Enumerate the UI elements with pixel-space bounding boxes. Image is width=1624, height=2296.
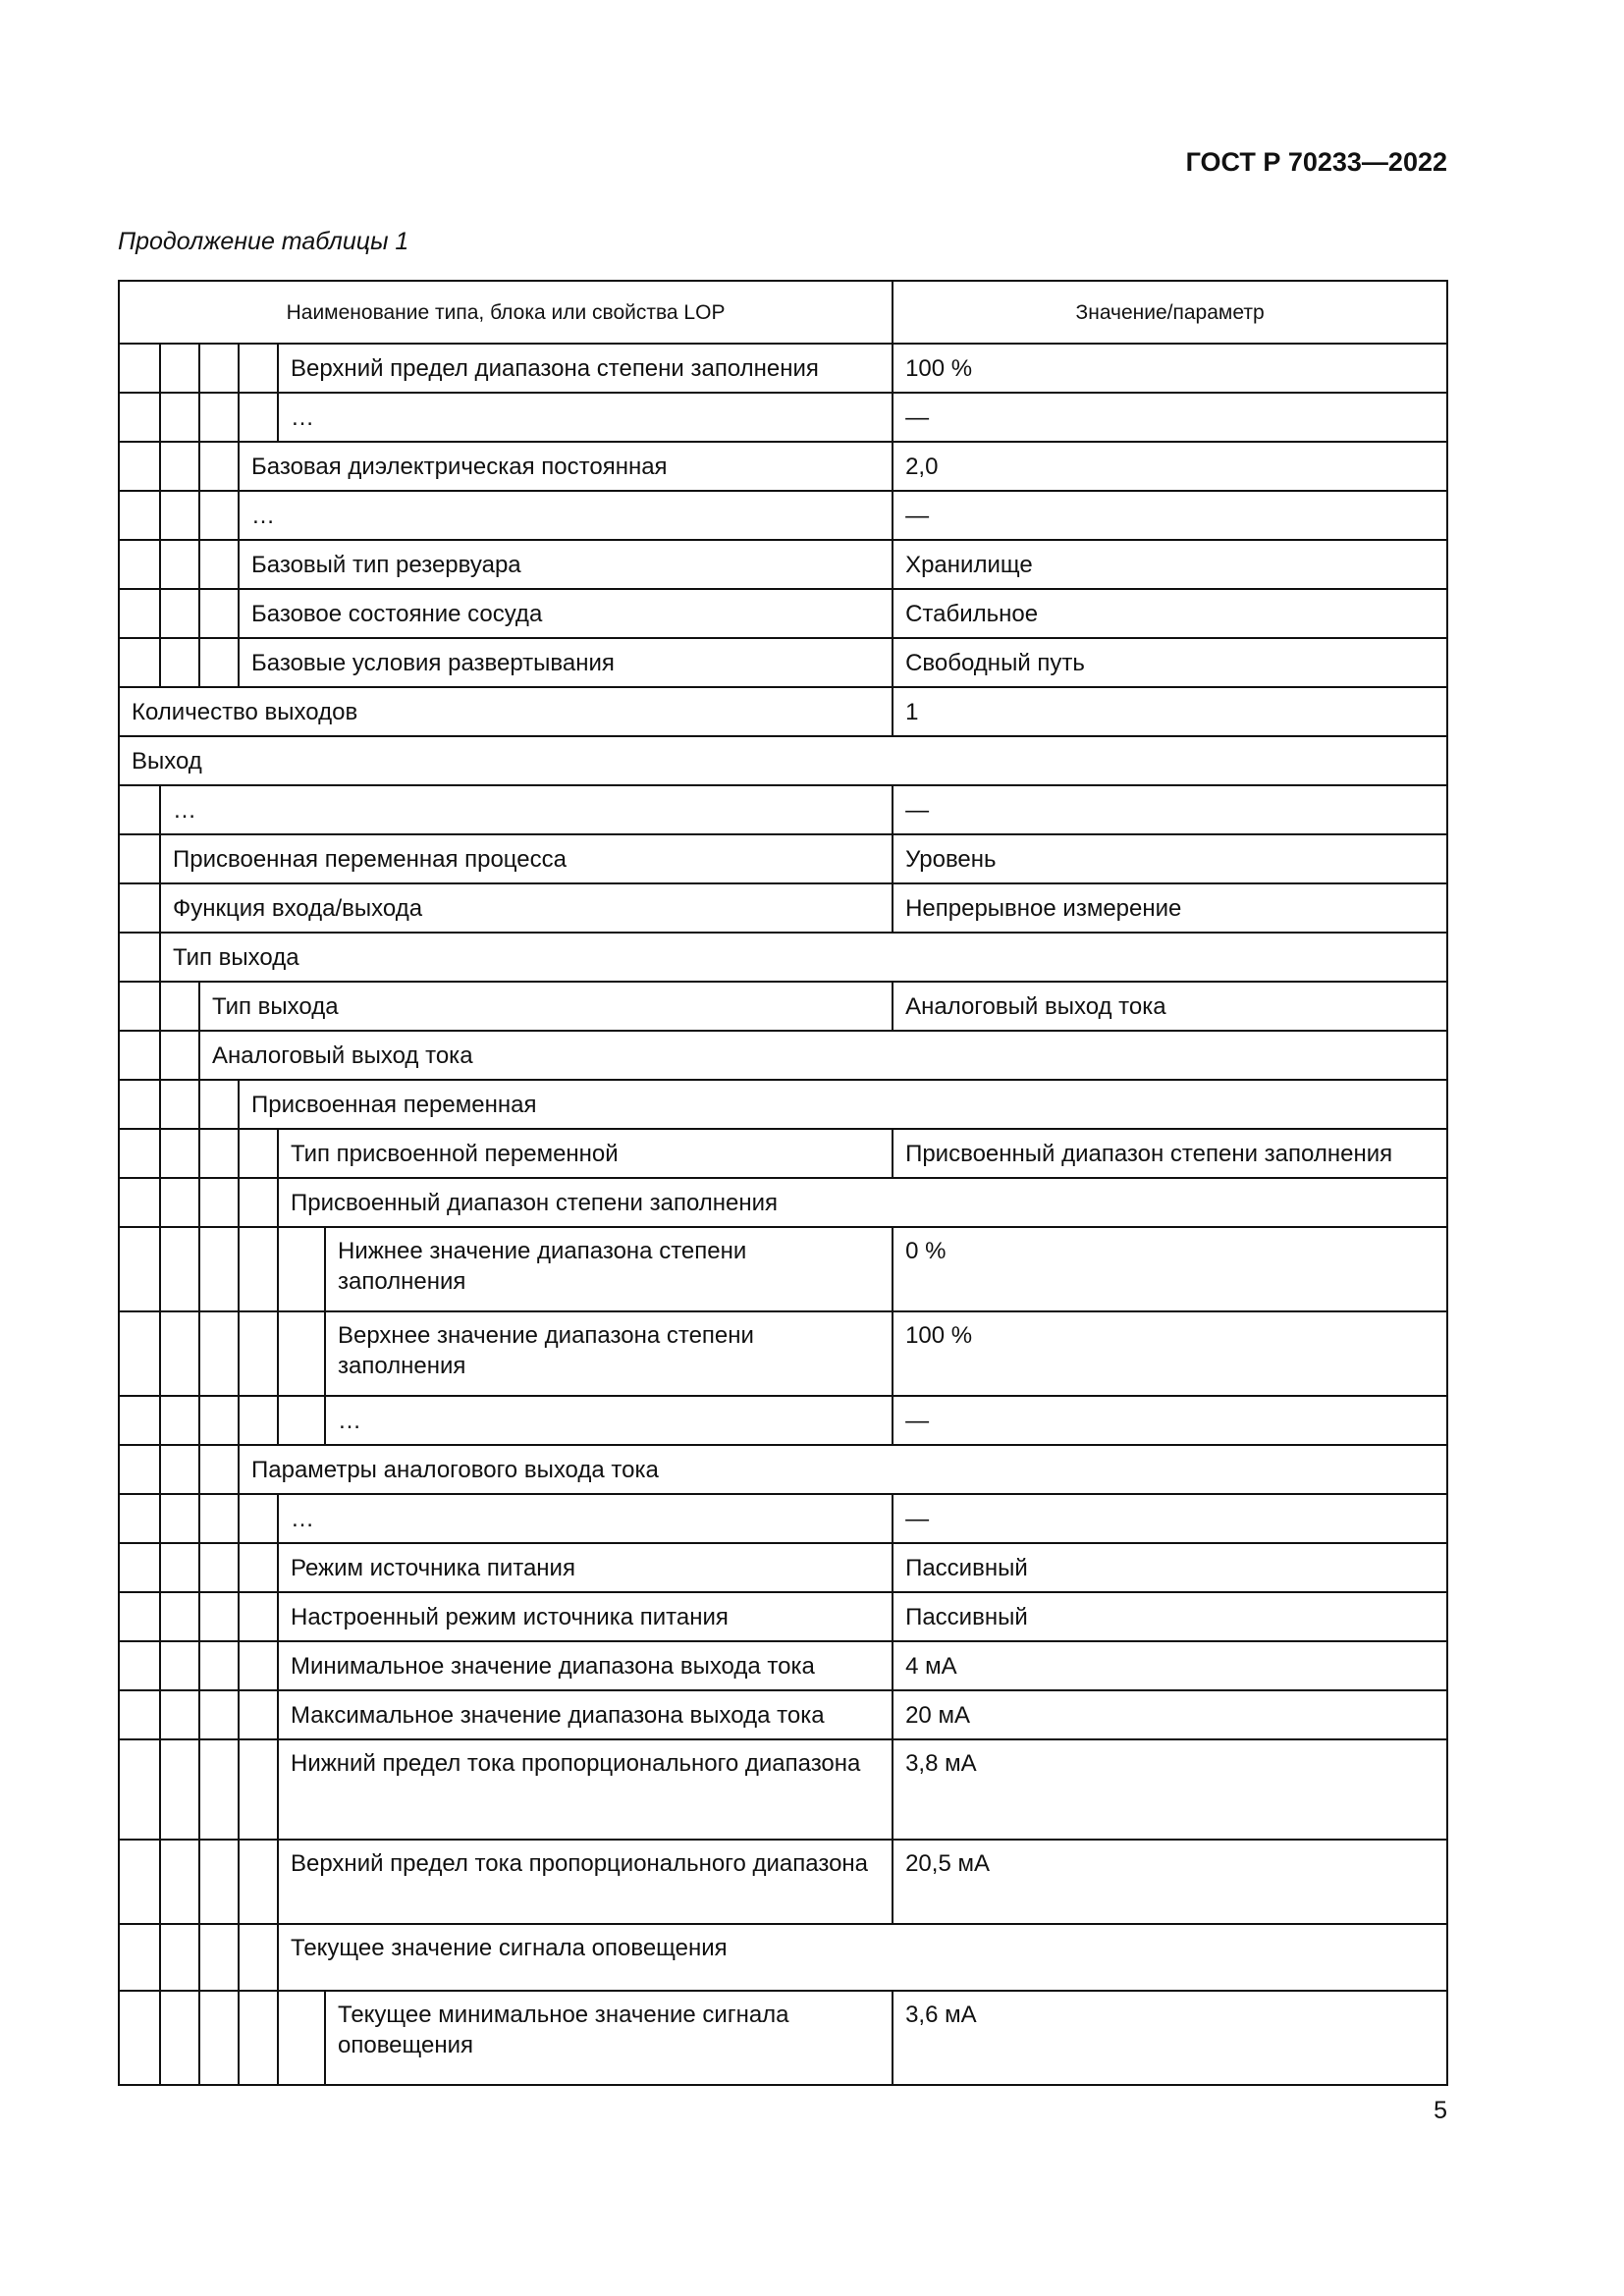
table-header-row: [119, 281, 1447, 344]
indent-cell: [199, 540, 239, 589]
property-name: Тип присвоенной переменной: [278, 1129, 893, 1178]
indent-cell: [199, 1924, 239, 1991]
table-section-row: [119, 1178, 1447, 1227]
indent-cell: [160, 638, 199, 687]
table-row: [119, 1311, 1447, 1396]
table-row: [119, 1690, 1447, 1739]
section-name: Текущее значение сигнала оповещения: [278, 1924, 1447, 1991]
indent-cell: [239, 1641, 278, 1690]
indent-cell: [119, 1129, 160, 1178]
indent-cell: [119, 1641, 160, 1690]
property-name: Тип выхода: [199, 982, 893, 1031]
table-row: [119, 883, 1447, 933]
property-value: —: [893, 785, 1447, 834]
indent-cell: [160, 1991, 199, 2085]
indent-cell: [278, 1311, 325, 1396]
indent-cell: [199, 1129, 239, 1178]
page-number: 5: [1434, 2097, 1447, 2124]
property-name: Текущее минимальное значение сигнала оповещения: [325, 1991, 893, 2085]
indent-cell: [119, 393, 160, 442]
indent-cell: [160, 1178, 199, 1227]
section-name: Присвоенная переменная: [239, 1080, 1447, 1129]
table-row: [119, 491, 1447, 540]
property-name: Нижнее значение диапазона степени заполнения: [325, 1227, 893, 1311]
indent-cell: [239, 1592, 278, 1641]
table-row: [119, 687, 1447, 736]
indent-cell: [239, 1129, 278, 1178]
indent-cell: [239, 1543, 278, 1592]
indent-cell: [199, 1991, 239, 2085]
table-row: [119, 1592, 1447, 1641]
indent-cell: [199, 1641, 239, 1690]
indent-cell: [119, 442, 160, 491]
property-value: Присвоенный диапазон степени заполнения: [893, 1129, 1447, 1178]
table-row: [119, 1227, 1447, 1311]
property-name: Верхний предел диапазона степени заполнения: [278, 344, 893, 393]
indent-cell: [160, 540, 199, 589]
indent-cell: [160, 1690, 199, 1739]
indent-cell: [199, 1690, 239, 1739]
indent-cell: [199, 1396, 239, 1445]
indent-cell: [199, 1543, 239, 1592]
indent-cell: [160, 491, 199, 540]
table-row: [119, 1991, 1447, 2085]
indent-cell: [160, 1840, 199, 1924]
indent-cell: [199, 1080, 239, 1129]
property-value: 1: [893, 687, 1447, 736]
indent-cell: [119, 933, 160, 982]
property-value: 3,6 мА: [893, 1991, 1447, 2085]
indent-cell: [239, 1227, 278, 1311]
property-value: Уровень: [893, 834, 1447, 883]
property-value: Пассивный: [893, 1543, 1447, 1592]
indent-cell: [160, 1129, 199, 1178]
lop-table: [118, 280, 1448, 2086]
table-row: [119, 393, 1447, 442]
table-section-row: [119, 1031, 1447, 1080]
indent-cell: [119, 540, 160, 589]
table-section-row: [119, 736, 1447, 785]
indent-cell: [199, 1840, 239, 1924]
section-name: Присвоенный диапазон степени заполнения: [278, 1178, 1447, 1227]
property-name: …: [325, 1396, 893, 1445]
property-name: Режим источника питания: [278, 1543, 893, 1592]
indent-cell: [199, 1445, 239, 1494]
indent-cell: [119, 1690, 160, 1739]
indent-cell: [119, 638, 160, 687]
table-row: [119, 1396, 1447, 1445]
property-name: …: [278, 1494, 893, 1543]
indent-cell: [119, 1991, 160, 2085]
indent-cell: [119, 883, 160, 933]
property-value: Непрерывное измерение: [893, 883, 1447, 933]
property-name: Базовая диэлектрическая постоянная: [239, 442, 893, 491]
property-name: Базовый тип резервуара: [239, 540, 893, 589]
indent-cell: [160, 1227, 199, 1311]
table-row: [119, 1543, 1447, 1592]
indent-cell: [239, 1924, 278, 1991]
property-value: Свободный путь: [893, 638, 1447, 687]
property-name: Настроенный режим источника питания: [278, 1592, 893, 1641]
indent-cell: [119, 1592, 160, 1641]
indent-cell: [119, 1178, 160, 1227]
indent-cell: [239, 1494, 278, 1543]
indent-cell: [119, 1396, 160, 1445]
indent-cell: [160, 1739, 199, 1840]
indent-cell: [199, 344, 239, 393]
table-row: [119, 1129, 1447, 1178]
indent-cell: [160, 1641, 199, 1690]
indent-cell: [119, 1840, 160, 1924]
indent-cell: [119, 1080, 160, 1129]
indent-cell: [160, 982, 199, 1031]
column-header-value: Значение/параметр: [893, 281, 1447, 344]
indent-cell: [160, 1592, 199, 1641]
indent-cell: [239, 1396, 278, 1445]
property-name: …: [160, 785, 893, 834]
indent-cell: [239, 1739, 278, 1840]
property-name: …: [278, 393, 893, 442]
indent-cell: [278, 1991, 325, 2085]
property-value: Стабильное: [893, 589, 1447, 638]
property-name: …: [239, 491, 893, 540]
property-value: —: [893, 491, 1447, 540]
indent-cell: [119, 834, 160, 883]
indent-cell: [278, 1227, 325, 1311]
indent-cell: [239, 1991, 278, 2085]
property-value: 100 %: [893, 344, 1447, 393]
table-row: [119, 982, 1447, 1031]
indent-cell: [239, 1840, 278, 1924]
indent-cell: [119, 982, 160, 1031]
property-value: —: [893, 393, 1447, 442]
property-value: 20 мА: [893, 1690, 1447, 1739]
indent-cell: [199, 1739, 239, 1840]
indent-cell: [199, 442, 239, 491]
table-row: [119, 442, 1447, 491]
indent-cell: [239, 1178, 278, 1227]
indent-cell: [160, 442, 199, 491]
indent-cell: [119, 1227, 160, 1311]
table-row: [119, 589, 1447, 638]
table-row: [119, 834, 1447, 883]
property-value: 2,0: [893, 442, 1447, 491]
property-name: Верхнее значение диапазона степени заполнения: [325, 1311, 893, 1396]
indent-cell: [119, 1924, 160, 1991]
property-name: Присвоенная переменная процесса: [160, 834, 893, 883]
table-row: [119, 1641, 1447, 1690]
indent-cell: [160, 1924, 199, 1991]
indent-cell: [199, 1494, 239, 1543]
property-value: Аналоговый выход тока: [893, 982, 1447, 1031]
indent-cell: [160, 1031, 199, 1080]
indent-cell: [160, 1543, 199, 1592]
property-value: —: [893, 1494, 1447, 1543]
indent-cell: [239, 344, 278, 393]
property-name: Минимальное значение диапазона выхода тока: [278, 1641, 893, 1690]
indent-cell: [119, 1311, 160, 1396]
indent-cell: [239, 1690, 278, 1739]
indent-cell: [160, 589, 199, 638]
indent-cell: [278, 1396, 325, 1445]
indent-cell: [160, 1445, 199, 1494]
indent-cell: [160, 1494, 199, 1543]
table-section-row: [119, 1445, 1447, 1494]
table-row: [119, 1494, 1447, 1543]
indent-cell: [119, 589, 160, 638]
property-value: —: [893, 1396, 1447, 1445]
property-name: Верхний предел тока пропорционального диапазона: [278, 1840, 893, 1924]
property-name: Базовые условия развертывания: [239, 638, 893, 687]
table-row: [119, 540, 1447, 589]
indent-cell: [119, 344, 160, 393]
indent-cell: [199, 1311, 239, 1396]
indent-cell: [119, 785, 160, 834]
table-section-row: [119, 1924, 1447, 1991]
property-value: 20,5 мА: [893, 1840, 1447, 1924]
indent-cell: [199, 589, 239, 638]
indent-cell: [239, 1311, 278, 1396]
indent-cell: [199, 1592, 239, 1641]
table-section-row: [119, 933, 1447, 982]
table-row: [119, 785, 1447, 834]
section-name: Параметры аналогового выхода тока: [239, 1445, 1447, 1494]
indent-cell: [119, 1739, 160, 1840]
section-name: Аналоговый выход тока: [199, 1031, 1447, 1080]
table-row: [119, 638, 1447, 687]
property-name: Функция входа/выхода: [160, 883, 893, 933]
indent-cell: [160, 1311, 199, 1396]
indent-cell: [199, 638, 239, 687]
indent-cell: [199, 1178, 239, 1227]
property-value: Хранилище: [893, 540, 1447, 589]
property-name: Базовое состояние сосуда: [239, 589, 893, 638]
property-value: Пассивный: [893, 1592, 1447, 1641]
indent-cell: [160, 393, 199, 442]
section-name: Тип выхода: [160, 933, 1447, 982]
property-value: 100 %: [893, 1311, 1447, 1396]
table-row: [119, 344, 1447, 393]
property-name: Максимальное значение диапазона выхода тока: [278, 1690, 893, 1739]
column-header-name: Наименование типа, блока или свойства LOP: [119, 281, 893, 344]
indent-cell: [119, 1543, 160, 1592]
indent-cell: [119, 1031, 160, 1080]
property-value: 0 %: [893, 1227, 1447, 1311]
table-section-row: [119, 1080, 1447, 1129]
indent-cell: [160, 1080, 199, 1129]
indent-cell: [119, 491, 160, 540]
indent-cell: [199, 1227, 239, 1311]
indent-cell: [119, 1445, 160, 1494]
indent-cell: [160, 1396, 199, 1445]
property-value: 3,8 мА: [893, 1739, 1447, 1840]
table-caption: Продолжение таблицы 1: [118, 228, 409, 255]
indent-cell: [119, 1494, 160, 1543]
property-name: Количество выходов: [119, 687, 893, 736]
section-name: Выход: [119, 736, 1447, 785]
indent-cell: [239, 393, 278, 442]
property-name: Нижний предел тока пропорционального диапазона: [278, 1739, 893, 1840]
indent-cell: [199, 393, 239, 442]
standard-code: ГОСТ Р 70233—2022: [1185, 147, 1447, 177]
table-row: [119, 1840, 1447, 1924]
indent-cell: [160, 344, 199, 393]
indent-cell: [199, 491, 239, 540]
table-row: [119, 1739, 1447, 1840]
property-value: 4 мА: [893, 1641, 1447, 1690]
